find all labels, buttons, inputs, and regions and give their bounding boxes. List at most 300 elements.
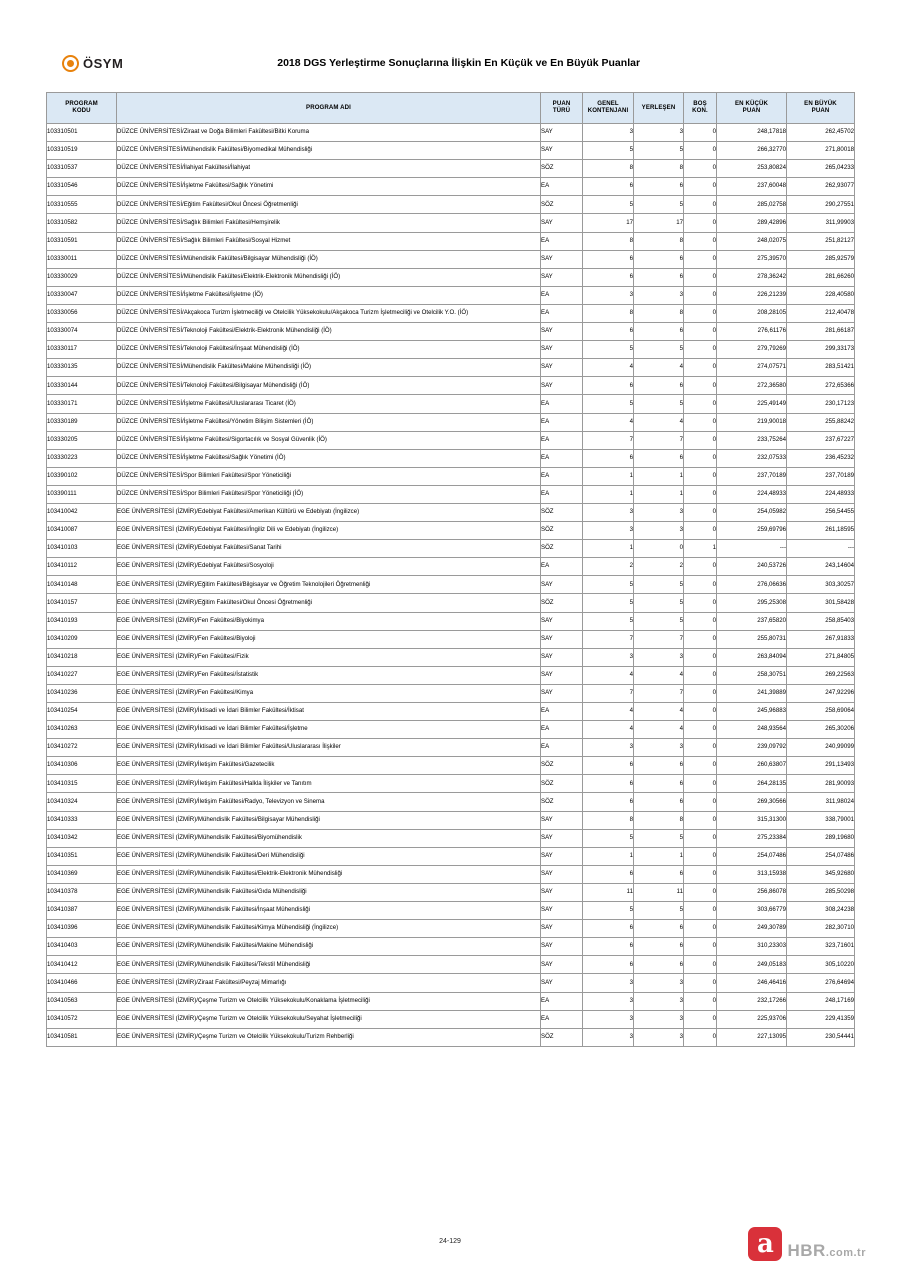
cell-puan-turu: EA <box>541 992 583 1010</box>
cell-yerlesen: 6 <box>634 920 684 938</box>
cell-bos-kontenjan: 0 <box>684 1028 717 1046</box>
cell-program-adi: DÜZCE ÜNİVERSİTESİ/İşletme Fakültesi/Yönetim Bilişim Sistemleri (İÖ) <box>117 413 541 431</box>
cell-genel-kontenjani: 6 <box>583 178 634 196</box>
cell-genel-kontenjani: 5 <box>583 142 634 160</box>
cell-puan-turu: SAY <box>541 811 583 829</box>
table-row <box>47 268 855 286</box>
cell-program-adi: EGE ÜNİVERSİTESİ (İZMİR)/Edebiyat Fakültesi/İngiliz Dili ve Edebiyatı (İngilizce) <box>117 522 541 540</box>
table-row <box>47 902 855 920</box>
cell-genel-kontenjani: 17 <box>583 214 634 232</box>
cell-yerlesen: 6 <box>634 377 684 395</box>
cell-genel-kontenjani: 1 <box>583 540 634 558</box>
cell-en-kucuk-puan: 254,05982 <box>717 503 787 521</box>
cell-program-adi: EGE ÜNİVERSİTESİ (İZMİR)/Mühendislik Fakültesi/Deri Mühendisliği <box>117 847 541 865</box>
cell-program-kodu: 103330029 <box>47 268 117 286</box>
cell-en-kucuk-puan: 225,93706 <box>717 1010 787 1028</box>
cell-en-kucuk-puan: 237,70189 <box>717 467 787 485</box>
cell-en-kucuk-puan: 275,39570 <box>717 250 787 268</box>
cell-program-kodu: 103410103 <box>47 540 117 558</box>
cell-program-adi: DÜZCE ÜNİVERSİTESİ/Spor Bilimleri Fakültesi/Spor Yöneticiliği (İÖ) <box>117 485 541 503</box>
cell-genel-kontenjani: 4 <box>583 703 634 721</box>
cell-genel-kontenjani: 1 <box>583 467 634 485</box>
cell-en-buyuk-puan: 243,14604 <box>787 558 855 576</box>
cell-program-kodu: 103310546 <box>47 178 117 196</box>
cell-genel-kontenjani: 3 <box>583 124 634 142</box>
cell-genel-kontenjani: 5 <box>583 902 634 920</box>
table-row <box>47 214 855 232</box>
cell-bos-kontenjan: 0 <box>684 703 717 721</box>
cell-program-adi: EGE ÜNİVERSİTESİ (İZMİR)/Eğitim Fakültesi/Okul Öncesi Öğretmenliği <box>117 594 541 612</box>
cell-yerlesen: 17 <box>634 214 684 232</box>
cell-yerlesen: 5 <box>634 395 684 413</box>
cell-en-buyuk-puan: 281,66187 <box>787 323 855 341</box>
cell-en-buyuk-puan: 281,90093 <box>787 775 855 793</box>
cell-en-kucuk-puan: 239,09792 <box>717 739 787 757</box>
cell-bos-kontenjan: 0 <box>684 811 717 829</box>
cell-puan-turu: SAY <box>541 920 583 938</box>
cell-program-adi: DÜZCE ÜNİVERSİTESİ/Akçakoca Turizm İşletmeciliği ve Otelcilik Yüksekokulu/Akçakoca Turizm İşletmeciliği ve Otelcilik Y.O. (İÖ) <box>117 304 541 322</box>
cell-en-buyuk-puan: 338,79001 <box>787 811 855 829</box>
cell-yerlesen: 0 <box>634 540 684 558</box>
cell-program-kodu: 103410157 <box>47 594 117 612</box>
cell-program-kodu: 103410236 <box>47 684 117 702</box>
cell-genel-kontenjani: 3 <box>583 1010 634 1028</box>
cell-en-buyuk-puan: 285,50298 <box>787 883 855 901</box>
cell-en-buyuk-puan: 251,82127 <box>787 232 855 250</box>
cell-program-adi: EGE ÜNİVERSİTESİ (İZMİR)/Mühendislik Fakültesi/Tekstil Mühendisliği <box>117 956 541 974</box>
cell-bos-kontenjan: 0 <box>684 395 717 413</box>
cell-en-buyuk-puan: 265,04233 <box>787 160 855 178</box>
cell-program-kodu: 103410572 <box>47 1010 117 1028</box>
cell-yerlesen: 7 <box>634 630 684 648</box>
cell-yerlesen: 1 <box>634 847 684 865</box>
cell-genel-kontenjani: 6 <box>583 775 634 793</box>
cell-program-kodu: 103410333 <box>47 811 117 829</box>
table-row <box>47 829 855 847</box>
cell-program-kodu: 103330047 <box>47 286 117 304</box>
cell-program-adi: EGE ÜNİVERSİTESİ (İZMİR)/Mühendislik Fakültesi/Bilgisayar Mühendisliği <box>117 811 541 829</box>
table-row <box>47 558 855 576</box>
cell-program-adi: EGE ÜNİVERSİTESİ (İZMİR)/Mühendislik Fakültesi/Kimya Mühendisliği (İngilizce) <box>117 920 541 938</box>
cell-en-buyuk-puan: 212,40478 <box>787 304 855 322</box>
cell-en-buyuk-puan: 299,33173 <box>787 341 855 359</box>
cell-program-kodu: 103330135 <box>47 359 117 377</box>
cell-program-kodu: 103330144 <box>47 377 117 395</box>
cell-en-buyuk-puan: 271,84805 <box>787 648 855 666</box>
cell-yerlesen: 11 <box>634 883 684 901</box>
cell-en-kucuk-puan: 259,69796 <box>717 522 787 540</box>
cell-program-adi: DÜZCE ÜNİVERSİTESİ/Sağlık Bilimleri Fakültesi/Sosyal Hizmet <box>117 232 541 250</box>
cell-program-kodu: 103330117 <box>47 341 117 359</box>
cell-puan-turu: SÖZ <box>541 540 583 558</box>
cell-genel-kontenjani: 6 <box>583 793 634 811</box>
cell-en-buyuk-puan: 262,45702 <box>787 124 855 142</box>
cell-program-adi: EGE ÜNİVERSİTESİ (İZMİR)/Çeşme Turizm ve Otelcilik Yüksekokulu/Seyahat İşletmeciliği <box>117 1010 541 1028</box>
cell-en-kucuk-puan: 224,48933 <box>717 485 787 503</box>
table-row <box>47 467 855 485</box>
cell-en-buyuk-puan: 230,17123 <box>787 395 855 413</box>
cell-en-buyuk-puan: 261,18595 <box>787 522 855 540</box>
cell-puan-turu: SÖZ <box>541 757 583 775</box>
cell-en-kucuk-puan: 246,46416 <box>717 974 787 992</box>
cell-genel-kontenjani: 3 <box>583 974 634 992</box>
cell-bos-kontenjan: 0 <box>684 739 717 757</box>
cell-bos-kontenjan: 0 <box>684 377 717 395</box>
cell-yerlesen: 7 <box>634 431 684 449</box>
cell-genel-kontenjani: 6 <box>583 250 634 268</box>
cell-en-buyuk-puan: 282,30710 <box>787 920 855 938</box>
cell-en-buyuk-puan: 290,27551 <box>787 196 855 214</box>
table-row <box>47 1010 855 1028</box>
cell-en-buyuk-puan: 311,98024 <box>787 793 855 811</box>
table-row <box>47 485 855 503</box>
cell-program-kodu: 103410315 <box>47 775 117 793</box>
table-row <box>47 196 855 214</box>
cell-program-adi: EGE ÜNİVERSİTESİ (İZMİR)/Fen Fakültesi/Biyokimya <box>117 612 541 630</box>
cell-bos-kontenjan: 0 <box>684 721 717 739</box>
table-row <box>47 395 855 413</box>
cell-puan-turu: SAY <box>541 956 583 974</box>
table-row <box>47 992 855 1010</box>
cell-genel-kontenjani: 5 <box>583 196 634 214</box>
cell-puan-turu: SAY <box>541 612 583 630</box>
cell-puan-turu: SAY <box>541 377 583 395</box>
cell-en-buyuk-puan: 236,45232 <box>787 449 855 467</box>
cell-en-kucuk-puan: 232,17266 <box>717 992 787 1010</box>
cell-genel-kontenjani: 6 <box>583 757 634 775</box>
cell-en-kucuk-puan: 248,02075 <box>717 232 787 250</box>
cell-en-buyuk-puan: 237,70189 <box>787 467 855 485</box>
cell-yerlesen: 6 <box>634 323 684 341</box>
cell-bos-kontenjan: 0 <box>684 920 717 938</box>
cell-genel-kontenjani: 6 <box>583 956 634 974</box>
cell-puan-turu: SAY <box>541 341 583 359</box>
cell-en-kucuk-puan: 254,07486 <box>717 847 787 865</box>
cell-genel-kontenjani: 8 <box>583 160 634 178</box>
cell-genel-kontenjani: 3 <box>583 739 634 757</box>
cell-puan-turu: SAY <box>541 576 583 594</box>
cell-bos-kontenjan: 0 <box>684 558 717 576</box>
cell-puan-turu: EA <box>541 485 583 503</box>
cell-bos-kontenjan: 0 <box>684 413 717 431</box>
cell-bos-kontenjan: 0 <box>684 467 717 485</box>
cell-program-adi: EGE ÜNİVERSİTESİ (İZMİR)/Çeşme Turizm ve Otelcilik Yüksekokulu/Turizm Rehberliği <box>117 1028 541 1046</box>
table-row <box>47 323 855 341</box>
cell-program-adi: DÜZCE ÜNİVERSİTESİ/Eğitim Fakültesi/Okul Öncesi Öğretmenliği <box>117 196 541 214</box>
cell-genel-kontenjani: 5 <box>583 829 634 847</box>
cell-en-buyuk-puan: 272,65366 <box>787 377 855 395</box>
cell-puan-turu: EA <box>541 395 583 413</box>
cell-en-kucuk-puan: 303,66779 <box>717 902 787 920</box>
cell-bos-kontenjan: 0 <box>684 160 717 178</box>
cell-en-buyuk-puan: 283,51421 <box>787 359 855 377</box>
cell-bos-kontenjan: 0 <box>684 232 717 250</box>
cell-en-kucuk-puan: 313,15938 <box>717 865 787 883</box>
table-row <box>47 431 855 449</box>
cell-bos-kontenjan: 0 <box>684 268 717 286</box>
watermark-brand: HBR <box>787 1241 826 1260</box>
cell-yerlesen: 3 <box>634 974 684 992</box>
cell-puan-turu: EA <box>541 739 583 757</box>
cell-program-kodu: 103390102 <box>47 467 117 485</box>
cell-program-adi: EGE ÜNİVERSİTESİ (İZMİR)/Edebiyat Fakültesi/Amerikan Kültürü ve Edebiyatı (İngilizce) <box>117 503 541 521</box>
cell-en-buyuk-puan: --- <box>787 540 855 558</box>
cell-puan-turu: SAY <box>541 648 583 666</box>
cell-yerlesen: 3 <box>634 1028 684 1046</box>
page-footer: 24-129 <box>439 1238 461 1245</box>
cell-bos-kontenjan: 0 <box>684 594 717 612</box>
cell-en-kucuk-puan: 248,93564 <box>717 721 787 739</box>
cell-en-kucuk-puan: 241,39889 <box>717 684 787 702</box>
cell-puan-turu: SÖZ <box>541 196 583 214</box>
cell-program-kodu: 103410193 <box>47 612 117 630</box>
table-body <box>47 124 855 1047</box>
cell-program-adi: DÜZCE ÜNİVERSİTESİ/Mühendislik Fakültesi/Biyomedikal Mühendisliği <box>117 142 541 160</box>
cell-program-kodu: 103410378 <box>47 883 117 901</box>
cell-program-kodu: 103310537 <box>47 160 117 178</box>
cell-en-kucuk-puan: 253,80824 <box>717 160 787 178</box>
cell-en-buyuk-puan: 267,91833 <box>787 630 855 648</box>
cell-en-kucuk-puan: --- <box>717 540 787 558</box>
cell-yerlesen: 8 <box>634 304 684 322</box>
cell-program-kodu: 103410342 <box>47 829 117 847</box>
page-title: 2018 DGS Yerleştirme Sonuçlarına İlişkin En Küçük ve En Büyük Puanlar <box>277 57 641 69</box>
cell-en-buyuk-puan: 240,99099 <box>787 739 855 757</box>
watermark-badge: a <box>748 1227 782 1261</box>
col-en-buyuk-puan: EN BÜYÜK PUAN <box>787 93 855 124</box>
table-row <box>47 250 855 268</box>
cell-en-kucuk-puan: 237,60048 <box>717 178 787 196</box>
cell-bos-kontenjan: 0 <box>684 214 717 232</box>
cell-program-kodu: 103410148 <box>47 576 117 594</box>
cell-bos-kontenjan: 0 <box>684 576 717 594</box>
cell-en-buyuk-puan: 271,80018 <box>787 142 855 160</box>
cell-bos-kontenjan: 0 <box>684 992 717 1010</box>
cell-en-buyuk-puan: 289,19680 <box>787 829 855 847</box>
cell-en-kucuk-puan: 245,96883 <box>717 703 787 721</box>
table-row <box>47 612 855 630</box>
cell-program-adi: EGE ÜNİVERSİTESİ (İZMİR)/İktisadi ve İdari Bilimler Fakültesi/Uluslararası İlişkiler <box>117 739 541 757</box>
table-row <box>47 684 855 702</box>
cell-genel-kontenjani: 6 <box>583 449 634 467</box>
cell-bos-kontenjan: 0 <box>684 124 717 142</box>
cell-program-kodu: 103330011 <box>47 250 117 268</box>
table-row <box>47 793 855 811</box>
cell-program-kodu: 103410412 <box>47 956 117 974</box>
cell-bos-kontenjan: 0 <box>684 341 717 359</box>
watermark <box>748 1227 866 1261</box>
cell-program-adi: DÜZCE ÜNİVERSİTESİ/Mühendislik Fakültesi/Bilgisayar Mühendisliği (İÖ) <box>117 250 541 268</box>
cell-bos-kontenjan: 0 <box>684 775 717 793</box>
cell-bos-kontenjan: 0 <box>684 902 717 920</box>
cell-bos-kontenjan: 0 <box>684 684 717 702</box>
cell-program-kodu: 103410351 <box>47 847 117 865</box>
cell-program-kodu: 103330074 <box>47 323 117 341</box>
cell-en-kucuk-puan: 276,61176 <box>717 323 787 341</box>
cell-genel-kontenjani: 6 <box>583 865 634 883</box>
table-row <box>47 232 855 250</box>
cell-bos-kontenjan: 0 <box>684 974 717 992</box>
cell-genel-kontenjani: 2 <box>583 558 634 576</box>
cell-yerlesen: 3 <box>634 522 684 540</box>
cell-en-kucuk-puan: 266,32770 <box>717 142 787 160</box>
cell-program-kodu: 103330056 <box>47 304 117 322</box>
cell-bos-kontenjan: 0 <box>684 449 717 467</box>
cell-puan-turu: SAY <box>541 902 583 920</box>
cell-en-buyuk-puan: 345,92680 <box>787 865 855 883</box>
cell-en-buyuk-puan: 255,88242 <box>787 413 855 431</box>
cell-bos-kontenjan: 0 <box>684 630 717 648</box>
cell-en-buyuk-puan: 269,22563 <box>787 666 855 684</box>
watermark-suffix: .com.tr <box>825 1247 866 1259</box>
cell-bos-kontenjan: 0 <box>684 793 717 811</box>
cell-en-buyuk-puan: 228,40580 <box>787 286 855 304</box>
cell-bos-kontenjan: 0 <box>684 829 717 847</box>
table-row <box>47 540 855 558</box>
cell-bos-kontenjan: 0 <box>684 648 717 666</box>
cell-bos-kontenjan: 0 <box>684 304 717 322</box>
cell-genel-kontenjani: 3 <box>583 286 634 304</box>
cell-en-buyuk-puan: 323,71601 <box>787 938 855 956</box>
cell-yerlesen: 4 <box>634 359 684 377</box>
cell-genel-kontenjani: 4 <box>583 413 634 431</box>
cell-genel-kontenjani: 8 <box>583 304 634 322</box>
cell-program-adi: EGE ÜNİVERSİTESİ (İZMİR)/Çeşme Turizm ve Otelcilik Yüksekokulu/Konaklama İşletmeciliği <box>117 992 541 1010</box>
cell-bos-kontenjan: 0 <box>684 612 717 630</box>
cell-en-buyuk-puan: 258,69064 <box>787 703 855 721</box>
cell-en-kucuk-puan: 232,07533 <box>717 449 787 467</box>
table-row <box>47 359 855 377</box>
cell-genel-kontenjani: 3 <box>583 1028 634 1046</box>
cell-program-kodu: 103410563 <box>47 992 117 1010</box>
table-row <box>47 286 855 304</box>
table-row <box>47 576 855 594</box>
cell-yerlesen: 5 <box>634 196 684 214</box>
table-row <box>47 920 855 938</box>
cell-program-adi: EGE ÜNİVERSİTESİ (İZMİR)/İletişim Fakültesi/Gazetecilik <box>117 757 541 775</box>
cell-program-kodu: 103410227 <box>47 666 117 684</box>
cell-program-kodu: 103310519 <box>47 142 117 160</box>
cell-en-kucuk-puan: 315,31300 <box>717 811 787 829</box>
cell-en-kucuk-puan: 263,84094 <box>717 648 787 666</box>
osym-circle-logo <box>62 55 79 72</box>
osym-logo <box>62 55 123 72</box>
cell-yerlesen: 5 <box>634 576 684 594</box>
cell-en-buyuk-puan: 311,99903 <box>787 214 855 232</box>
cell-en-buyuk-puan: 256,54455 <box>787 503 855 521</box>
cell-en-buyuk-puan: 229,41359 <box>787 1010 855 1028</box>
cell-en-kucuk-puan: 249,30789 <box>717 920 787 938</box>
cell-yerlesen: 5 <box>634 142 684 160</box>
cell-puan-turu: EA <box>541 721 583 739</box>
cell-en-kucuk-puan: 260,63807 <box>717 757 787 775</box>
cell-bos-kontenjan: 0 <box>684 522 717 540</box>
cell-yerlesen: 8 <box>634 811 684 829</box>
cell-bos-kontenjan: 0 <box>684 956 717 974</box>
cell-yerlesen: 3 <box>634 1010 684 1028</box>
col-puan-turu: PUAN TÜRÜ <box>541 93 583 124</box>
cell-program-adi: EGE ÜNİVERSİTESİ (İZMİR)/Mühendislik Fakültesi/Makine Mühendisliği <box>117 938 541 956</box>
cell-en-buyuk-puan: 224,48933 <box>787 485 855 503</box>
table-row <box>47 938 855 956</box>
cell-genel-kontenjani: 1 <box>583 847 634 865</box>
cell-en-kucuk-puan: 276,06636 <box>717 576 787 594</box>
cell-program-kodu: 103410581 <box>47 1028 117 1046</box>
cell-yerlesen: 8 <box>634 160 684 178</box>
cell-puan-turu: SÖZ <box>541 793 583 811</box>
cell-en-buyuk-puan: 301,58428 <box>787 594 855 612</box>
cell-puan-turu: SAY <box>541 938 583 956</box>
cell-puan-turu: SAY <box>541 847 583 865</box>
cell-yerlesen: 4 <box>634 703 684 721</box>
cell-en-buyuk-puan: 303,30257 <box>787 576 855 594</box>
cell-yerlesen: 5 <box>634 902 684 920</box>
cell-genel-kontenjani: 1 <box>583 485 634 503</box>
col-yerlesen: YERLEŞEN <box>634 93 684 124</box>
table-row <box>47 703 855 721</box>
cell-en-kucuk-puan: 208,28105 <box>717 304 787 322</box>
table-row <box>47 160 855 178</box>
cell-puan-turu: EA <box>541 431 583 449</box>
cell-en-buyuk-puan: 305,10220 <box>787 956 855 974</box>
table-row <box>47 124 855 142</box>
cell-bos-kontenjan: 0 <box>684 323 717 341</box>
cell-program-kodu: 103410387 <box>47 902 117 920</box>
cell-puan-turu: SAY <box>541 666 583 684</box>
cell-yerlesen: 6 <box>634 938 684 956</box>
cell-program-adi: DÜZCE ÜNİVERSİTESİ/Spor Bilimleri Fakültesi/Spor Yöneticiliği <box>117 467 541 485</box>
cell-en-buyuk-puan: 276,64694 <box>787 974 855 992</box>
cell-en-kucuk-puan: 289,42896 <box>717 214 787 232</box>
cell-yerlesen: 1 <box>634 467 684 485</box>
table-row <box>47 847 855 865</box>
cell-en-kucuk-puan: 237,65820 <box>717 612 787 630</box>
cell-genel-kontenjani: 7 <box>583 630 634 648</box>
table-row <box>47 721 855 739</box>
cell-puan-turu: SAY <box>541 250 583 268</box>
cell-puan-turu: EA <box>541 558 583 576</box>
table-row <box>47 413 855 431</box>
cell-program-kodu: 103330223 <box>47 449 117 467</box>
cell-yerlesen: 6 <box>634 956 684 974</box>
cell-program-adi: DÜZCE ÜNİVERSİTESİ/Teknoloji Fakültesi/İnşaat Mühendisliği (İÖ) <box>117 341 541 359</box>
cell-genel-kontenjani: 6 <box>583 920 634 938</box>
cell-yerlesen: 6 <box>634 178 684 196</box>
cell-puan-turu: SAY <box>541 684 583 702</box>
cell-yerlesen: 5 <box>634 341 684 359</box>
cell-puan-turu: SÖZ <box>541 775 583 793</box>
cell-puan-turu: EA <box>541 1010 583 1028</box>
cell-puan-turu: SAY <box>541 142 583 160</box>
cell-program-adi: DÜZCE ÜNİVERSİTESİ/Teknoloji Fakültesi/Bilgisayar Mühendisliği (İÖ) <box>117 377 541 395</box>
cell-puan-turu: SÖZ <box>541 1028 583 1046</box>
cell-puan-turu: SAY <box>541 974 583 992</box>
cell-program-adi: DÜZCE ÜNİVERSİTESİ/İşletme Fakültesi/Sağlık Yönetimi <box>117 178 541 196</box>
cell-yerlesen: 4 <box>634 413 684 431</box>
cell-genel-kontenjani: 5 <box>583 612 634 630</box>
cell-yerlesen: 3 <box>634 503 684 521</box>
cell-genel-kontenjani: 3 <box>583 992 634 1010</box>
cell-puan-turu: SÖZ <box>541 522 583 540</box>
cell-yerlesen: 3 <box>634 992 684 1010</box>
cell-yerlesen: 6 <box>634 250 684 268</box>
cell-genel-kontenjani: 6 <box>583 377 634 395</box>
cell-yerlesen: 6 <box>634 757 684 775</box>
table-row <box>47 522 855 540</box>
table-row <box>47 974 855 992</box>
cell-program-adi: DÜZCE ÜNİVERSİTESİ/Ziraat ve Doğa Bilimleri Fakültesi/Bitki Koruma <box>117 124 541 142</box>
cell-yerlesen: 5 <box>634 612 684 630</box>
